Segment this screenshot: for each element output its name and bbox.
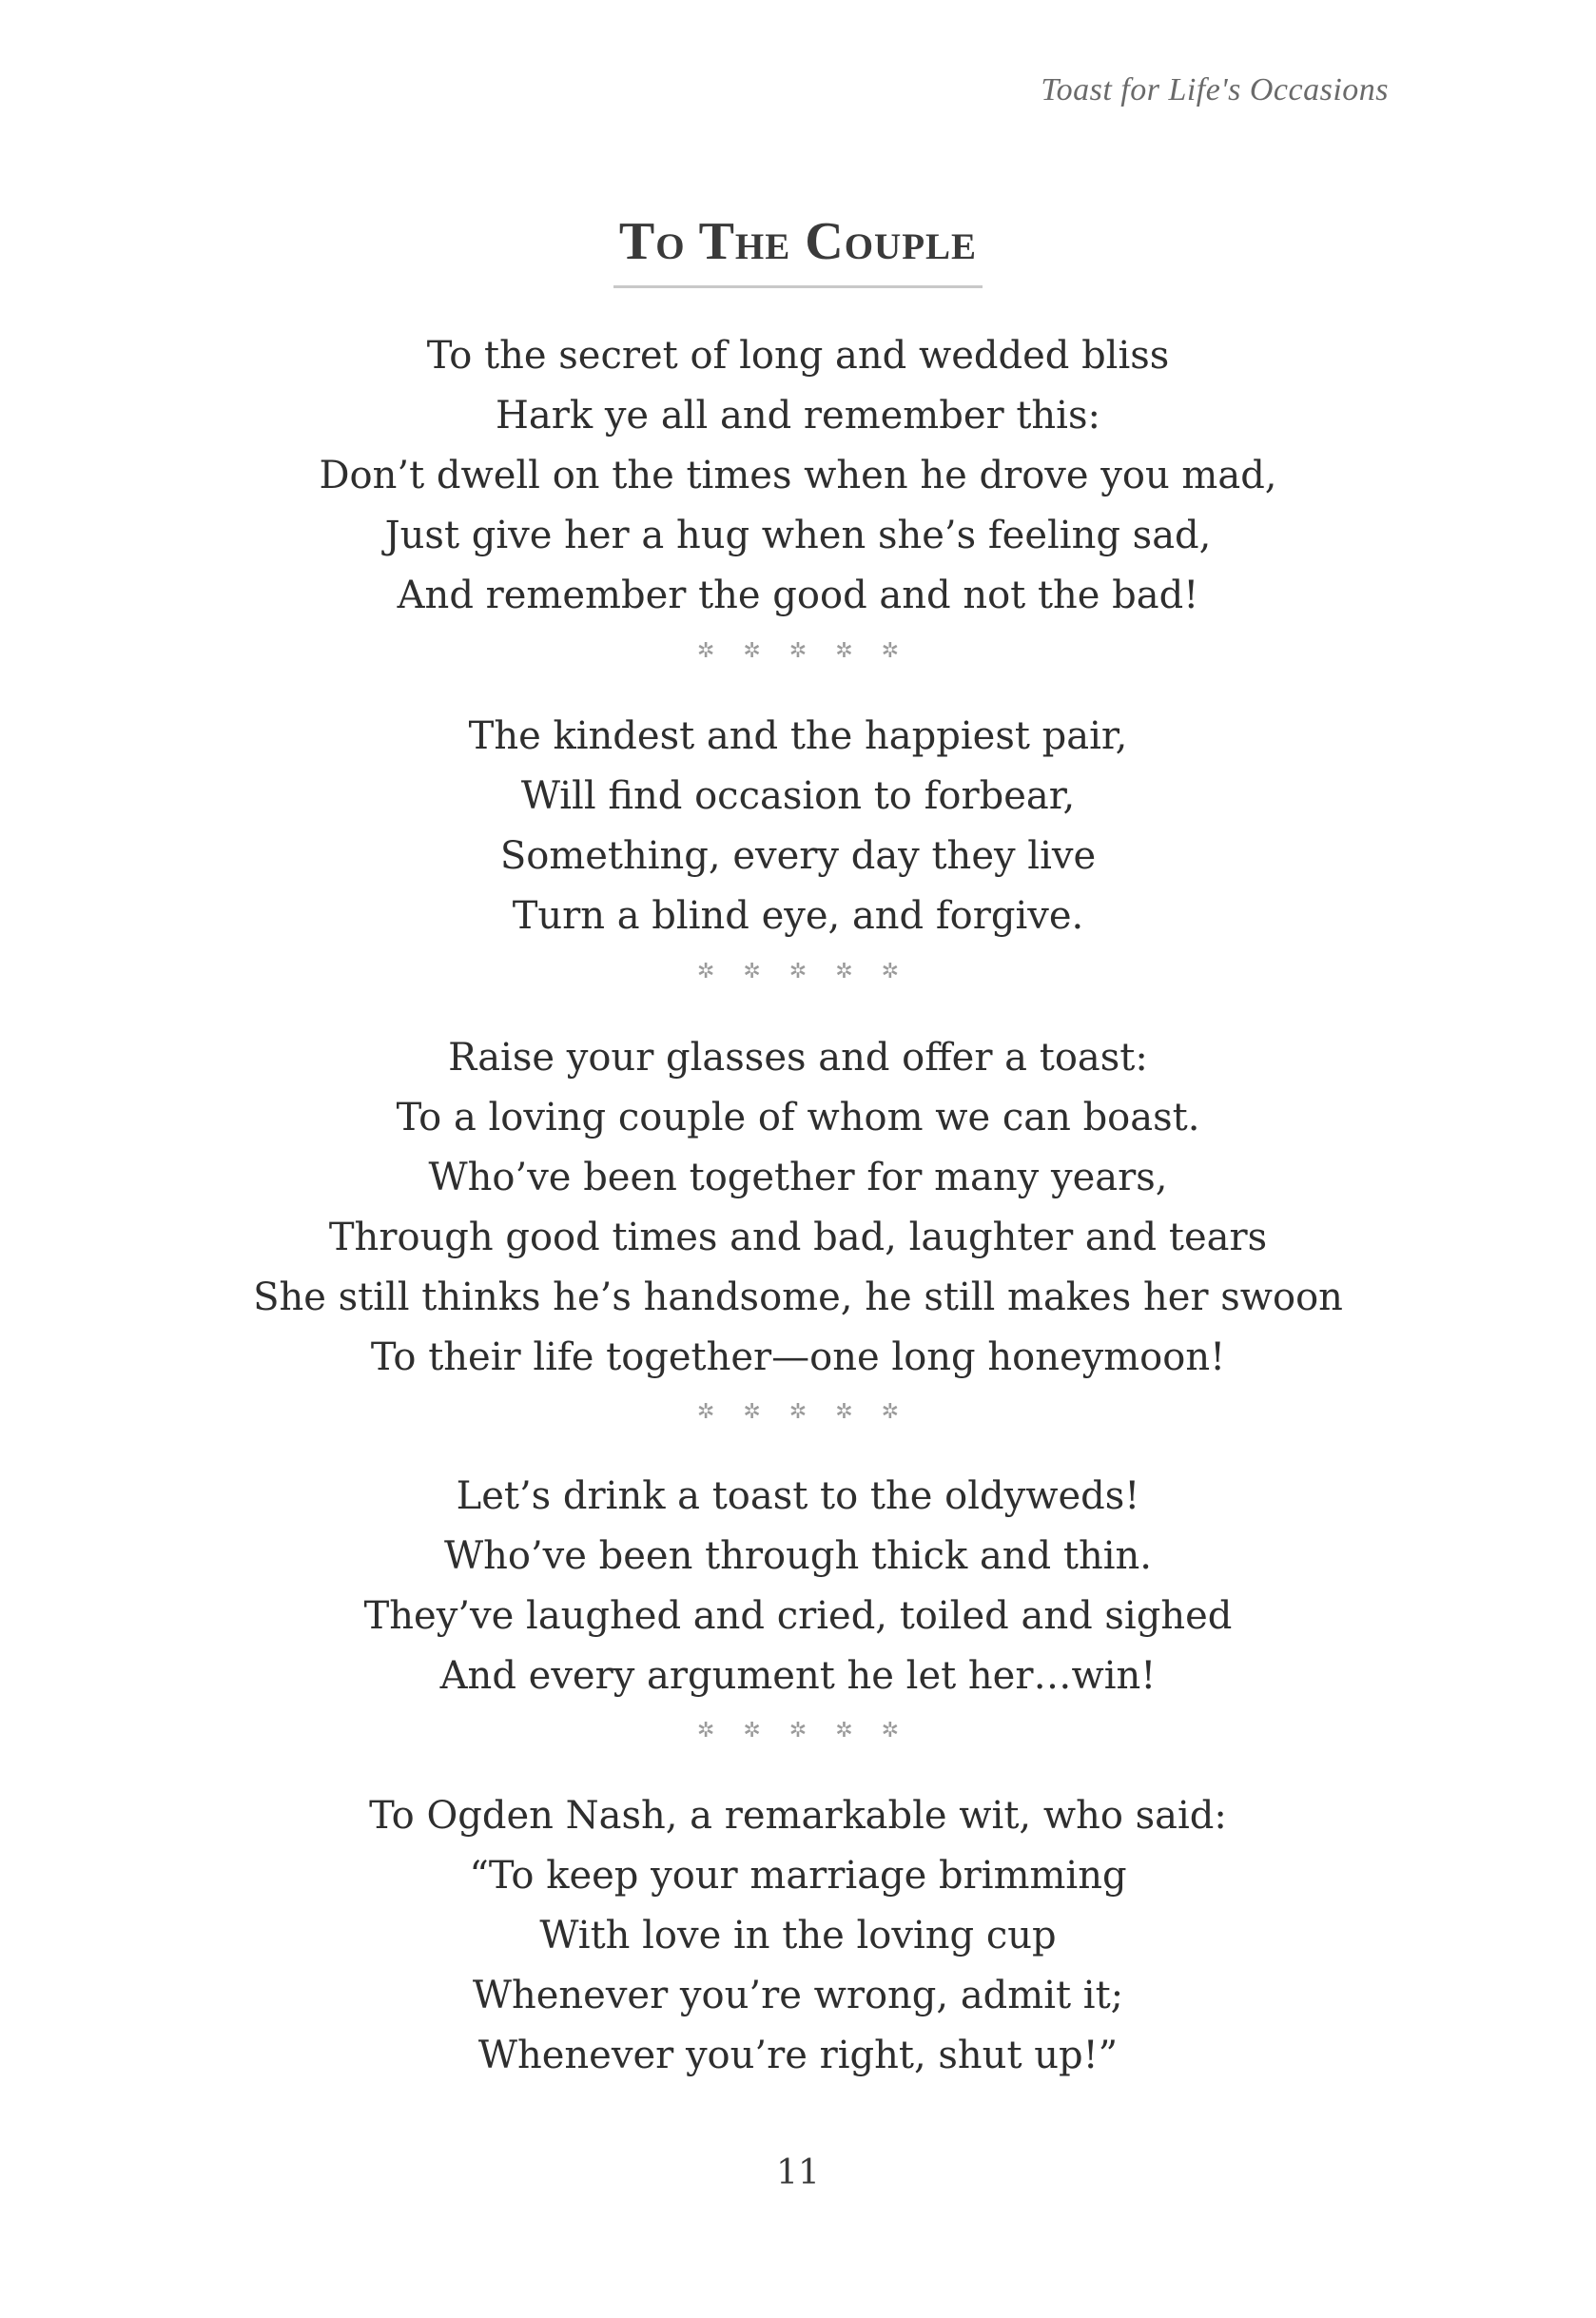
stanza-1 [0,326,1596,626]
stanza-line: Who’ve been together for many years, [428,1156,1168,1199]
asterisk-ornament-icon: ✲ [788,960,808,984]
stanza-line: “To keep your marriage brimming [469,1854,1127,1898]
stanza-line: Hark ye all and remember this: [496,394,1100,438]
asterisk-ornament-icon: ✲ [881,960,900,984]
stanza-line: Through good times and bad, laughter and tears [328,1216,1268,1259]
asterisk-ornament-icon: ✲ [696,639,715,663]
stanza-separator [0,1719,1596,1743]
asterisk-ornament-icon: ✲ [881,1719,900,1743]
stanza-separator [0,639,1596,663]
running-head: Toast for Life's Occasions [1041,72,1389,107]
asterisk-ornament-icon: ✲ [743,639,761,663]
asterisk-ornament-icon: ✲ [788,639,808,663]
stanza-line: And remember the good and not the bad! [397,574,1199,617]
stanza-4 [0,1467,1596,1706]
stanza-line: The kindest and the happiest pair, [468,714,1128,758]
asterisk-ornament-icon: ✲ [696,1719,715,1743]
stanza-separator [0,960,1596,984]
asterisk-ornament-icon: ✲ [743,960,761,984]
asterisk-ornament-icon: ✲ [788,1719,808,1743]
stanza-line: She still thinks he’s handsome, he still makes her swoon [253,1276,1343,1319]
asterisk-ornament-icon: ✲ [835,1400,853,1424]
stanza-line: Whenever you’re wrong, admit it; [472,1974,1124,2017]
asterisk-ornament-icon: ✲ [696,960,715,984]
asterisk-ornament-icon: ✲ [881,1400,900,1424]
asterisk-ornament-icon: ✲ [696,1400,715,1424]
stanza-2 [0,707,1596,946]
asterisk-ornament-icon: ✲ [835,639,853,663]
asterisk-ornament-icon: ✲ [743,1400,761,1424]
stanza-line: Don’t dwell on the times when he drove you mad, [319,454,1277,497]
stanza-separator [0,1400,1596,1424]
stanza-line: Just give her a hug when she’s feeling sad, [384,514,1212,557]
stanza-line: With love in the loving cup [539,1914,1057,1958]
stanza-line: Who’ve been through thick and thin. [444,1534,1152,1578]
stanza-line: Raise your glasses and offer a toast: [448,1036,1148,1080]
page-number: 11 [776,2153,820,2192]
asterisk-ornament-icon: ✲ [788,1400,808,1424]
stanza-line: Something, every day they live [499,834,1097,878]
stanza-line: Turn a blind eye, and forgive. [512,894,1084,938]
asterisk-ornament-icon: ✲ [743,1719,761,1743]
asterisk-ornament-icon: ✲ [835,1719,853,1743]
asterisk-ornament-icon: ✲ [881,639,900,663]
stanza-5 [0,1786,1596,2086]
stanza-line: To a loving couple of whom we can boast. [396,1096,1200,1140]
stanza-line: Will find occasion to forbear, [520,774,1076,818]
stanza-line: To the secret of long and wedded bliss [426,334,1170,378]
stanza-line: To their life together—one long honeymoon! [370,1335,1226,1379]
title-block [0,211,1596,288]
page-title: To The Couple [613,211,983,288]
stanza-3 [0,1028,1596,1388]
stanza-line: Let’s drink a toast to the oldyweds! [456,1474,1140,1518]
stanza-line: Whenever you’re right, shut up!” [477,2034,1119,2077]
stanza-line: And every argument he let her…win! [439,1654,1157,1698]
asterisk-ornament-icon: ✲ [835,960,853,984]
stanza-line: To Ogden Nash, a remarkable wit, who said: [369,1794,1227,1838]
stanza-line: They’ve laughed and cried, toiled and sighed [363,1594,1233,1638]
